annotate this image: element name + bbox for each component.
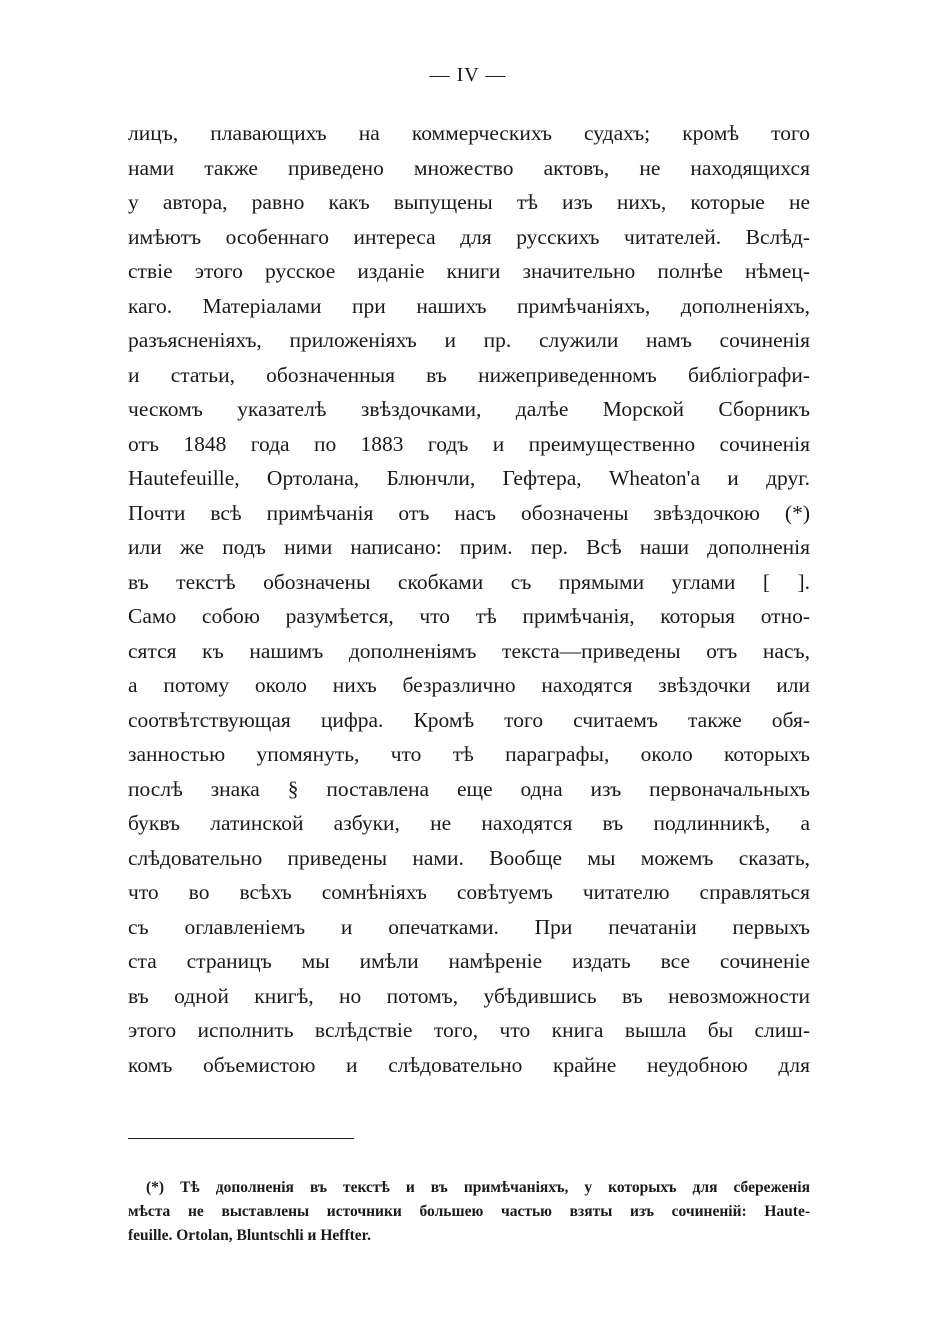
text-line: имѣютъ особеннаго интереса для русскихъ читателей. Вслѣд- [128,224,810,249]
footnote-divider [128,1138,354,1139]
text-line: отъ 1848 года по 1883 годъ и преимущественно сочиненія [128,431,810,456]
text-line: послѣ знака § поставлена еще одна изъ первоначальныхъ [128,776,810,801]
text-line: лицъ, плавающихъ на коммерческихъ судахъ; кромѣ того [128,121,810,145]
text-line: что во всѣхъ сомнѣніяхъ совѣтуемъ читателю справляться [128,880,810,904]
text-line: слѣдовательно приведены нами. Вообще мы можемъ сказать, [128,845,810,870]
text-line: а потому около нихъ безразлично находятся звѣздочки или [128,673,810,697]
body-text [128,116,810,1082]
footnote-line: мѣста не выставлены источники большею частью взяты изъ сочиненій: Haute- [128,1203,810,1220]
text-line: разъясненіяхъ, приложеніяхъ и пр. служили намъ сочиненія [128,328,810,352]
text-line: соотвѣтствующая цифра. Кромѣ того считаемъ также обя- [128,707,810,732]
text-line: или же подъ ними написано: прим. пер. Всѣ наши дополненія [128,535,810,559]
footnote-line: (*) Тѣ дополненія въ текстѣ и въ примѣчаніяхъ, у которыхъ для сбереженія [146,1179,810,1196]
text-line: съ оглавленіемъ и опечатками. При печатаніи первыхъ [128,914,810,939]
text-line: и статьи, обозначенныя въ нижеприведенномъ библіографи- [128,362,810,387]
text-line: Hautefeuille, Ортолана, Блюнчли, Гефтера, Wheaton'a и друг. [128,466,810,490]
text-line: ста страницъ мы имѣли намѣреніе издать все сочиненіе [128,949,810,973]
text-line: этого исполнить вслѣдствіе того, что книга вышла бы слиш- [128,1018,810,1042]
text-line: занностью упомянуть, что тѣ параграфы, около которыхъ [128,742,810,766]
footnote-line: feuille. Ortolan, Bluntschli и Heffter. [128,1227,371,1244]
text-line: буквъ латинской азбуки, не находятся въ подлинникѣ, а [128,811,810,835]
text-line: Само собою разумѣется, что тѣ примѣчанія, которыя отно- [128,604,810,628]
text-line: въ текстѣ обозначены скобками съ прямыми углами [ ]. [128,569,810,594]
text-line: ческомъ указателѣ звѣздочками, далѣе Морской Сборникъ [128,397,810,421]
text-line: у автора, равно какъ выпущены тѣ изъ нихъ, которые не [128,190,810,214]
text-line: каго. Матеріалами при нашихъ примѣчаніяхъ, дополненіяхъ, [128,293,810,318]
text-line: Почти всѣ примѣчанія отъ насъ обозначены звѣздочкою (*) [128,500,810,525]
text-line: въ одной книгѣ, но потомъ, убѣдившись въ невозможности [128,983,810,1008]
text-line: ствіе этого русское изданіе книги значительно полнѣе нѣмец- [128,259,810,283]
footnote [128,1176,810,1248]
text-line: сятся къ нашимъ дополненіямъ текста—приведены отъ насъ, [128,638,810,663]
page-number: — IV — [429,64,507,86]
text-line: нами также приведено множество актовъ, не находящихся [128,155,810,180]
text-line: комъ объемистою и слѣдовательно крайне неудобною для [128,1052,810,1077]
